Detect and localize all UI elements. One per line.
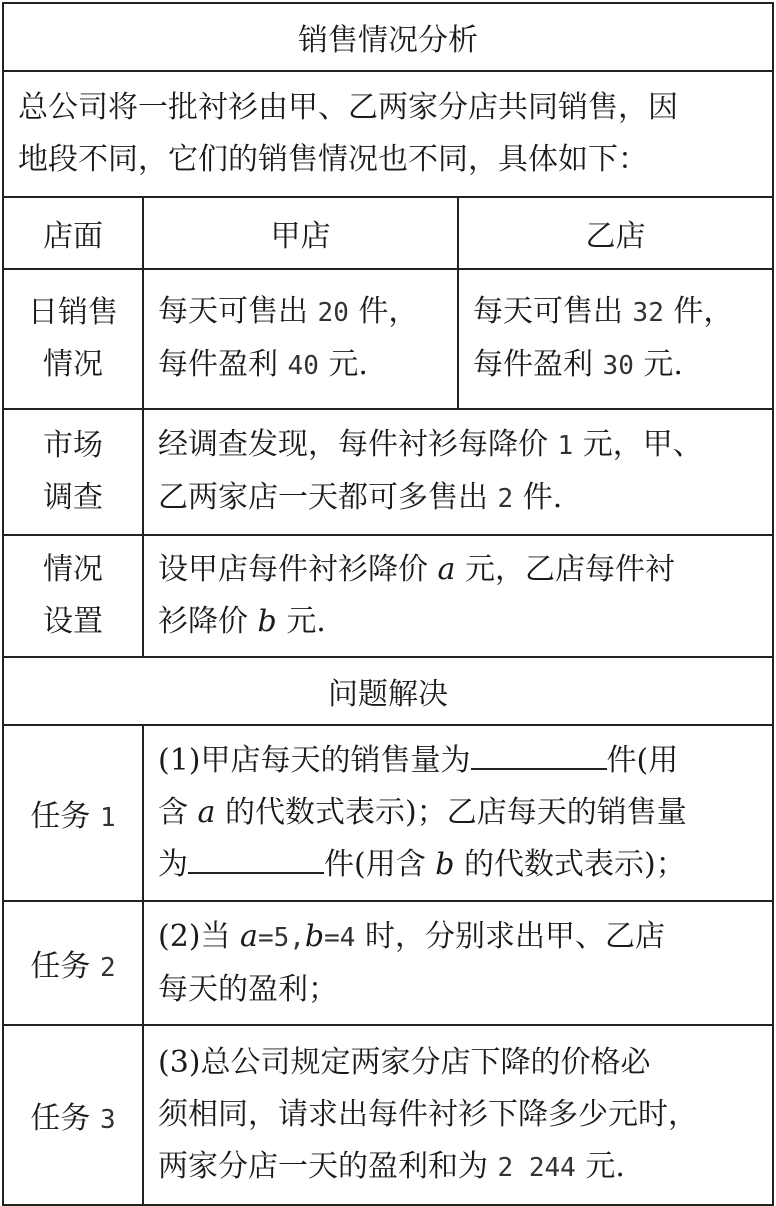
setting-line1-post: 元，乙店每件衬: [464, 552, 675, 587]
header-store-a: 甲店: [143, 197, 458, 269]
task1-label: [3, 725, 143, 901]
task1-line2-post: 的代数式表示)；乙店每天的销售量: [224, 795, 687, 830]
daily-sales-label-line-2: 情况: [43, 347, 103, 382]
market-survey-label-line-1: 市场: [43, 428, 103, 463]
task3-line-1: (3)总公司规定两家分店下降的价格必: [158, 1044, 651, 1080]
intro-text: [3, 71, 773, 197]
task3-label-num: 3: [99, 1105, 116, 1135]
setting-label: [3, 535, 143, 657]
market-extra-sales: 2: [497, 484, 514, 514]
market-survey-text: [143, 409, 773, 535]
store-b-line2-post: 元.: [643, 347, 683, 382]
task2-value-b: =4: [324, 922, 356, 953]
intro-line-2: 地段不同，它们的销售情况也不同，具体如下：: [18, 142, 648, 177]
task1-label-text: 任务: [30, 799, 91, 834]
store-b-line1-post: 件，: [673, 294, 734, 329]
task3-text: [143, 1025, 773, 1205]
task2-label: [3, 901, 143, 1025]
market-line1-pre: 经调查发现，每件衬衫每降价: [158, 427, 548, 462]
daily-sales-label-line-1: 日销售: [28, 295, 118, 330]
store-a-line-2: [158, 339, 445, 392]
daily-sales-label: [3, 269, 143, 409]
setting-label-line-1: 情况: [43, 552, 103, 587]
store-a-line1-post: 件，: [358, 294, 419, 329]
market-line1-post: 元，甲、: [582, 427, 703, 462]
variable-b: b: [257, 604, 277, 639]
header-store-b: 乙店: [458, 197, 773, 269]
store-b-line2-pre: 每件盈利: [473, 347, 593, 382]
task1-line3-mid: 件(用含: [324, 847, 426, 882]
task1-line3-post: 的代数式表示)；: [464, 847, 686, 882]
task3-target-profit: 2 244: [497, 1152, 576, 1183]
market-price-drop: 1: [557, 431, 574, 461]
task2-label-num: 2: [99, 953, 116, 983]
header-store: 店面: [3, 197, 143, 269]
answer-blank-store-b[interactable]: [188, 842, 324, 874]
task2-label-text: 任务: [30, 949, 91, 984]
task1-line-2: [158, 787, 760, 839]
task2-line1-post: 时，分别求出甲、乙店: [364, 918, 665, 954]
market-line2-post: 件.: [522, 480, 563, 515]
task1-line1-pre: (1)甲店每天的销售量为: [158, 743, 471, 778]
task3-line-2: 须相同，请求出每件衬衫下降多少元时，: [158, 1096, 698, 1132]
problem-title: 问题解决: [3, 657, 773, 725]
daily-sales-store-a: [143, 269, 458, 409]
variable-a: a: [240, 918, 258, 954]
sales-analysis-table: [2, 2, 774, 1206]
task2-line1-pre: (2)当: [158, 918, 231, 954]
setting-line-2: [158, 596, 760, 648]
setting-label-line-2: 设置: [43, 604, 103, 639]
variable-b: b: [435, 847, 455, 882]
task1-line-3: [158, 839, 760, 891]
setting-text: [143, 535, 773, 657]
store-b-line-1: [473, 286, 760, 339]
store-a-daily-count: 20: [317, 298, 349, 328]
daily-sales-store-b: [458, 269, 773, 409]
task1-label-num: 1: [99, 803, 116, 833]
task2-line-1: [158, 911, 760, 964]
market-survey-label-line-2: 调查: [43, 480, 103, 515]
store-b-daily-count: 32: [632, 298, 664, 328]
task2-value-a: =5,: [257, 922, 305, 953]
task3-line-3: [158, 1141, 760, 1194]
task3-line3-post: 元.: [585, 1148, 625, 1184]
store-a-line2-post: 元.: [328, 347, 368, 382]
store-b-line1-pre: 每天可售出: [473, 294, 623, 329]
task3-label-text: 任务: [30, 1101, 91, 1136]
setting-line-1: [158, 544, 760, 596]
setting-line2-pre: 衫降价: [158, 604, 248, 639]
task3-line3-pre: 两家分店一天的盈利和为: [158, 1148, 488, 1184]
variable-b: b: [304, 918, 325, 954]
store-a-profit-per-item: 40: [287, 351, 319, 381]
task2-line-2: 每天的盈利；: [158, 971, 338, 1007]
answer-blank-store-a[interactable]: [471, 738, 607, 770]
market-line-2: [158, 472, 760, 525]
task1-text: [143, 725, 773, 901]
task2-text: [143, 901, 773, 1025]
variable-a: a: [437, 552, 456, 587]
store-a-line2-pre: 每件盈利: [158, 347, 278, 382]
market-survey-label: [3, 409, 143, 535]
task1-line3-pre: 为: [158, 847, 188, 882]
task3-label: [3, 1025, 143, 1205]
setting-line1-pre: 设甲店每件衬衫降价: [158, 552, 428, 587]
store-a-line-1: [158, 286, 445, 339]
store-b-line-2: [473, 339, 760, 392]
market-line2-pre: 乙两家店一天都可多售出: [158, 480, 488, 515]
task1-line-1: [158, 735, 760, 787]
setting-line2-post: 元.: [286, 604, 326, 639]
task1-line2-pre: 含: [158, 795, 188, 830]
task1-line1-post: 件(用: [606, 743, 679, 778]
market-line-1: [158, 419, 760, 472]
variable-a: a: [197, 795, 216, 830]
intro-line-1: 总公司将一批衬衫由甲、乙两家分店共同销售，因: [18, 90, 678, 125]
store-a-line1-pre: 每天可售出: [158, 294, 308, 329]
store-b-profit-per-item: 30: [602, 351, 634, 381]
table-title: 销售情况分析: [3, 3, 773, 71]
